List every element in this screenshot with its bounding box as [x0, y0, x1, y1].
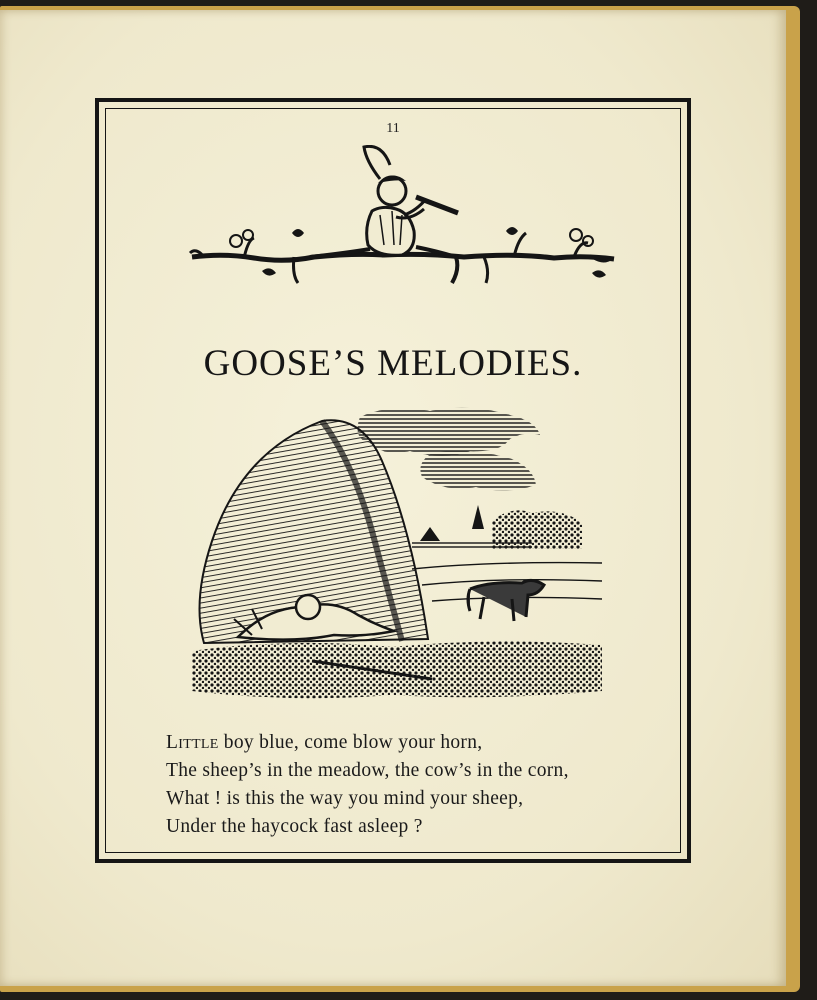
verse-line: What ! is this the way you mind your sheep, — [166, 788, 524, 809]
verse-line: The sheep’s in the meadow, the cow’s in the corn, — [166, 760, 569, 781]
verse-first-word: Little — [166, 732, 219, 753]
piper-on-branch-illustration — [184, 145, 624, 295]
haycock-illustration — [192, 401, 612, 711]
page-number: 11 — [386, 121, 400, 136]
verse-line: Under the haycock fast asleep ? — [166, 816, 423, 837]
verse-first-line-rest: boy blue, come blow your horn, — [218, 732, 483, 753]
book-page — [0, 10, 786, 986]
page-border — [95, 98, 691, 863]
page-inner-border — [105, 108, 681, 853]
page-title: GOOSE’S MELODIES. — [203, 342, 583, 384]
nursery-rhyme-verse — [166, 729, 686, 841]
verse-line — [166, 729, 686, 757]
